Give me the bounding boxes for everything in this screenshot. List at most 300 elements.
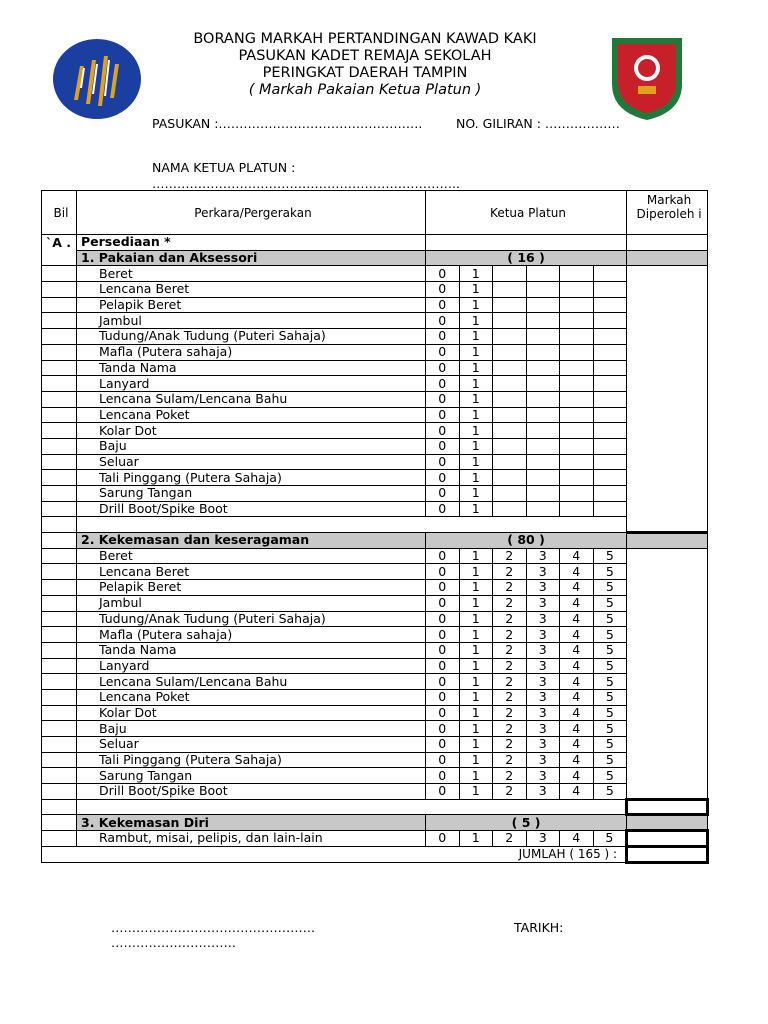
score-cell[interactable] [493, 454, 527, 470]
item-label: Drill Boot/Spike Boot [77, 501, 426, 517]
score-cell[interactable]: 0 [426, 266, 460, 282]
section-2-item-row [42, 721, 708, 737]
score-cell[interactable]: 2 [493, 658, 527, 674]
score-cell[interactable] [560, 391, 594, 407]
score-cell[interactable]: 1 [459, 689, 493, 705]
score-cell[interactable] [593, 470, 627, 486]
score-cell[interactable]: 5 [593, 658, 627, 674]
score-cell[interactable]: 1 [459, 548, 493, 564]
bil-cell [42, 548, 77, 564]
score-cell[interactable] [560, 344, 594, 360]
score-cell[interactable] [593, 423, 627, 439]
score-cell[interactable]: 2 [493, 564, 527, 580]
score-cell[interactable] [526, 438, 560, 454]
score-cell[interactable]: 3 [526, 768, 560, 784]
score-cell[interactable] [493, 376, 527, 392]
item-label: Mafla (Putera sahaja) [77, 627, 426, 643]
score-cell[interactable]: 1 [459, 470, 493, 486]
bil-cell [42, 658, 77, 674]
score-cell[interactable] [526, 360, 560, 376]
score-cell[interactable]: 1 [459, 297, 493, 313]
school-logo-icon [52, 38, 142, 120]
bil-cell [42, 376, 77, 392]
score-cell[interactable]: 0 [426, 438, 460, 454]
score-cell[interactable]: 2 [493, 689, 527, 705]
section-1-item-row [42, 454, 708, 470]
score-cell[interactable]: 1 [459, 360, 493, 376]
score-cell[interactable]: 5 [593, 737, 627, 753]
score-cell[interactable]: 0 [426, 360, 460, 376]
score-cell[interactable] [526, 486, 560, 502]
section-2-item-row [42, 642, 708, 658]
score-cell[interactable]: 0 [426, 391, 460, 407]
score-cell[interactable]: 5 [593, 580, 627, 596]
score-cell[interactable]: 0 [426, 689, 460, 705]
section-code: `A . [42, 235, 77, 266]
score-cell[interactable]: 2 [493, 548, 527, 564]
score-cell[interactable] [560, 360, 594, 376]
score-cell[interactable]: 0 [426, 611, 460, 627]
score-cell[interactable]: 2 [493, 580, 527, 596]
score-cell[interactable]: 0 [426, 486, 460, 502]
score-cell[interactable]: 1 [459, 627, 493, 643]
item-label: Tudung/Anak Tudung (Puteri Sahaja) [77, 329, 426, 345]
section-2-item-row [42, 564, 708, 580]
score-cell[interactable] [526, 329, 560, 345]
score-cell[interactable]: 0 [426, 376, 460, 392]
score-cell[interactable] [493, 407, 527, 423]
spacer-row [42, 517, 708, 533]
score-cell[interactable]: 5 [593, 564, 627, 580]
bil-cell [42, 627, 77, 643]
score-cell[interactable]: 4 [560, 689, 594, 705]
score-cell[interactable]: 5 [593, 642, 627, 658]
score-cell[interactable]: 5 [593, 831, 627, 847]
score-cell[interactable] [526, 376, 560, 392]
score-cell[interactable]: 1 [459, 784, 493, 800]
score-cell[interactable]: 2 [493, 737, 527, 753]
score-cell[interactable]: 0 [426, 470, 460, 486]
score-cell[interactable] [526, 313, 560, 329]
score-cell[interactable] [526, 282, 560, 298]
empty-cell [627, 815, 708, 831]
section-3-item-row [42, 831, 708, 847]
ketua-platun-label: NAMA KETUA PLATUN : [152, 160, 296, 175]
score-cell[interactable] [493, 423, 527, 439]
section-1-item-row [42, 470, 708, 486]
score-cell[interactable]: 1 [459, 768, 493, 784]
section-2-item-row [42, 784, 708, 800]
score-cell[interactable]: 2 [493, 611, 527, 627]
score-cell[interactable]: 1 [459, 423, 493, 439]
score-cell[interactable] [560, 501, 594, 517]
score-cell[interactable]: 2 [493, 784, 527, 800]
bil-cell [42, 438, 77, 454]
score-cell[interactable]: 2 [493, 721, 527, 737]
jumlah-total-box[interactable] [627, 846, 708, 862]
score-cell[interactable]: 3 [526, 721, 560, 737]
score-cell[interactable] [526, 344, 560, 360]
score-cell[interactable]: 4 [560, 611, 594, 627]
score-cell[interactable] [560, 297, 594, 313]
score-cell[interactable] [493, 329, 527, 345]
score-cell[interactable] [493, 438, 527, 454]
empty-cell [77, 799, 627, 815]
score-cell[interactable]: 4 [560, 784, 594, 800]
bil-cell [42, 611, 77, 627]
header-bil: Bil [42, 191, 77, 235]
score-cell[interactable]: 4 [560, 595, 594, 611]
section-1-item-row [42, 266, 708, 282]
markah-section-3[interactable] [627, 831, 708, 847]
score-cell[interactable]: 4 [560, 674, 594, 690]
score-cell[interactable]: 1 [459, 391, 493, 407]
score-cell[interactable]: 3 [526, 580, 560, 596]
score-cell[interactable] [560, 454, 594, 470]
item-label: Mafla (Putera sahaja) [77, 344, 426, 360]
section-1-title: 1. Pakaian dan Aksessori [77, 250, 426, 266]
table-header-row [42, 191, 708, 235]
score-cell[interactable]: 0 [426, 329, 460, 345]
score-cell[interactable]: 1 [459, 705, 493, 721]
section-1-item-row [42, 501, 708, 517]
score-cell[interactable]: 4 [560, 548, 594, 564]
section-2-item-row [42, 611, 708, 627]
score-cell[interactable]: 0 [426, 721, 460, 737]
score-cell[interactable]: 0 [426, 784, 460, 800]
item-label: Pelapik Beret [77, 580, 426, 596]
item-label: Seluar [77, 737, 426, 753]
spacer-row [42, 799, 708, 815]
score-cell[interactable]: 5 [593, 548, 627, 564]
score-cell[interactable] [526, 266, 560, 282]
bil-cell [42, 752, 77, 768]
section-2-item-row [42, 705, 708, 721]
score-cell[interactable]: 0 [426, 737, 460, 753]
section-2-item-row [42, 737, 708, 753]
score-cell[interactable]: 0 [426, 705, 460, 721]
score-cell[interactable]: 0 [426, 831, 460, 847]
score-cell[interactable] [593, 501, 627, 517]
score-cell[interactable] [493, 266, 527, 282]
score-cell[interactable] [593, 486, 627, 502]
score-cell[interactable]: 1 [459, 611, 493, 627]
score-cell[interactable] [593, 266, 627, 282]
score-cell[interactable] [560, 313, 594, 329]
score-cell[interactable]: 3 [526, 642, 560, 658]
bil-cell [42, 282, 77, 298]
section-1-marks: ( 16 ) [426, 250, 627, 266]
score-cell[interactable]: 4 [560, 752, 594, 768]
tarikh-label: TARIKH: [514, 920, 564, 935]
score-cell[interactable]: 0 [426, 344, 460, 360]
score-cell[interactable]: 2 [493, 595, 527, 611]
score-cell[interactable]: 2 [493, 674, 527, 690]
score-cell[interactable]: 0 [426, 501, 460, 517]
bil-cell [42, 344, 77, 360]
bil-cell [42, 595, 77, 611]
section-3-header [42, 815, 708, 831]
score-cell[interactable]: 0 [426, 658, 460, 674]
score-cell[interactable]: 5 [593, 705, 627, 721]
score-cell[interactable] [560, 407, 594, 423]
section-2-item-row [42, 674, 708, 690]
score-cell[interactable] [560, 376, 594, 392]
score-cell[interactable]: 5 [593, 674, 627, 690]
score-cell[interactable]: 4 [560, 831, 594, 847]
score-cell[interactable]: 5 [593, 627, 627, 643]
score-cell[interactable]: 3 [526, 737, 560, 753]
bil-cell [42, 815, 77, 831]
score-cell[interactable]: 1 [459, 580, 493, 596]
bil-cell [42, 737, 77, 753]
score-cell[interactable] [526, 501, 560, 517]
item-label: Tali Pinggang (Putera Sahaja) [77, 470, 426, 486]
bil-cell [42, 768, 77, 784]
score-cell[interactable]: 1 [459, 642, 493, 658]
item-label: Sarung Tangan [77, 768, 426, 784]
score-cell[interactable]: 4 [560, 721, 594, 737]
score-cell[interactable]: 1 [459, 329, 493, 345]
score-cell[interactable] [493, 313, 527, 329]
score-cell[interactable] [593, 438, 627, 454]
score-cell[interactable]: 2 [493, 705, 527, 721]
score-cell[interactable]: 2 [493, 831, 527, 847]
item-label: Seluar [77, 454, 426, 470]
score-cell[interactable] [593, 454, 627, 470]
score-cell[interactable] [593, 297, 627, 313]
empty-cell [627, 250, 708, 266]
score-cell[interactable] [593, 376, 627, 392]
score-cell[interactable]: 2 [493, 768, 527, 784]
score-cell[interactable]: 4 [560, 580, 594, 596]
score-cell[interactable] [526, 454, 560, 470]
score-cell[interactable] [493, 282, 527, 298]
score-cell[interactable]: 0 [426, 642, 460, 658]
bil-cell [42, 486, 77, 502]
score-cell[interactable]: 3 [526, 689, 560, 705]
score-cell[interactable]: 1 [459, 752, 493, 768]
score-cell[interactable]: 1 [459, 282, 493, 298]
bil-cell [42, 407, 77, 423]
score-cell[interactable]: 3 [526, 548, 560, 564]
section-2-item-row [42, 689, 708, 705]
empty-cell [627, 533, 708, 549]
score-cell[interactable]: 0 [426, 627, 460, 643]
score-cell[interactable]: 3 [526, 752, 560, 768]
markah-total-section-2[interactable] [627, 799, 708, 815]
section-2-marks: ( 80 ) [426, 533, 627, 549]
score-cell[interactable] [593, 329, 627, 345]
item-label: Baju [77, 721, 426, 737]
bil-cell [42, 705, 77, 721]
score-cell[interactable]: 4 [560, 737, 594, 753]
bil-cell [42, 501, 77, 517]
score-cell[interactable]: 0 [426, 313, 460, 329]
ketua-platun-field[interactable]: ……………………………………………………………….. [152, 176, 460, 191]
score-cell[interactable]: 0 [426, 297, 460, 313]
title-subtitle: ( Markah Pakaian Ketua Platun ) [248, 82, 482, 98]
bil-cell [42, 266, 77, 282]
score-cell[interactable] [593, 407, 627, 423]
item-label: Tudung/Anak Tudung (Puteri Sahaja) [77, 611, 426, 627]
score-cell[interactable]: 0 [426, 548, 460, 564]
score-cell[interactable] [526, 391, 560, 407]
bil-cell [42, 674, 77, 690]
score-cell[interactable]: 3 [526, 674, 560, 690]
score-cell[interactable]: 3 [526, 784, 560, 800]
score-cell[interactable] [593, 360, 627, 376]
score-cell[interactable]: 4 [560, 642, 594, 658]
score-cell[interactable]: 1 [459, 831, 493, 847]
score-cell[interactable] [493, 360, 527, 376]
score-cell[interactable]: 4 [560, 768, 594, 784]
bil-cell [42, 423, 77, 439]
score-cell[interactable]: 1 [459, 376, 493, 392]
score-cell[interactable]: 3 [526, 627, 560, 643]
score-cell[interactable]: 0 [426, 752, 460, 768]
section-2-item-row [42, 627, 708, 643]
no-giliran-field[interactable]: NO. GILIRAN : ……………… [456, 116, 620, 131]
score-cell[interactable]: 5 [593, 768, 627, 784]
score-cell[interactable] [560, 266, 594, 282]
score-cell[interactable] [526, 407, 560, 423]
score-cell[interactable]: 4 [560, 564, 594, 580]
section-2-item-row [42, 595, 708, 611]
score-cell[interactable] [593, 391, 627, 407]
bil-cell [42, 799, 77, 815]
score-cell[interactable]: 0 [426, 282, 460, 298]
section-2-item-row [42, 658, 708, 674]
score-cell[interactable] [560, 423, 594, 439]
score-cell[interactable] [593, 313, 627, 329]
bil-cell [42, 517, 77, 533]
score-cell[interactable] [493, 297, 527, 313]
score-cell[interactable]: 0 [426, 423, 460, 439]
bil-cell [42, 784, 77, 800]
score-cell[interactable]: 0 [426, 407, 460, 423]
empty-cell [426, 235, 627, 251]
score-cell[interactable]: 3 [526, 595, 560, 611]
section-1-item-row [42, 407, 708, 423]
pasukan-field[interactable]: PASUKAN :…………………………………………. [152, 116, 423, 131]
score-cell[interactable]: 5 [593, 752, 627, 768]
section-2-item-row [42, 752, 708, 768]
bil-cell [42, 297, 77, 313]
score-cell[interactable]: 4 [560, 627, 594, 643]
item-label: Baju [77, 438, 426, 454]
score-cell[interactable]: 0 [426, 768, 460, 784]
score-cell[interactable]: 1 [459, 454, 493, 470]
header-ketua-platun: Ketua Platun [426, 191, 627, 235]
item-label: Jambul [77, 595, 426, 611]
item-label: Lencana Poket [77, 689, 426, 705]
score-cell[interactable]: 1 [459, 313, 493, 329]
score-cell[interactable] [526, 297, 560, 313]
score-cell[interactable]: 1 [459, 486, 493, 502]
score-cell[interactable] [493, 391, 527, 407]
score-cell[interactable]: 0 [426, 580, 460, 596]
score-cell[interactable]: 1 [459, 564, 493, 580]
score-cell[interactable]: 5 [593, 784, 627, 800]
score-cell[interactable]: 1 [459, 501, 493, 517]
score-cell[interactable]: 2 [493, 752, 527, 768]
score-cell[interactable]: 5 [593, 721, 627, 737]
item-label: Tanda Nama [77, 642, 426, 658]
score-cell[interactable] [560, 329, 594, 345]
score-cell[interactable]: 3 [526, 658, 560, 674]
signature-line-2[interactable]: ………………………… [111, 935, 236, 950]
score-cell[interactable]: 1 [459, 595, 493, 611]
section-2-item-row [42, 548, 708, 564]
score-cell[interactable]: 5 [593, 689, 627, 705]
bil-cell [42, 360, 77, 376]
score-cell[interactable]: 0 [426, 564, 460, 580]
signature-line-1[interactable]: …………………………………………. [111, 920, 315, 935]
score-cell[interactable] [493, 501, 527, 517]
item-label: Sarung Tangan [77, 486, 426, 502]
bil-cell [42, 470, 77, 486]
score-cell[interactable] [493, 344, 527, 360]
section-2-item-row [42, 768, 708, 784]
item-label: Beret [77, 548, 426, 564]
score-cell[interactable] [493, 486, 527, 502]
score-cell[interactable] [593, 344, 627, 360]
section-1-item-row [42, 329, 708, 345]
score-cell[interactable]: 3 [526, 705, 560, 721]
section-1-item-row [42, 313, 708, 329]
score-cell[interactable]: 3 [526, 831, 560, 847]
score-cell[interactable]: 1 [459, 721, 493, 737]
score-cell[interactable] [526, 423, 560, 439]
item-label: Lencana Beret [77, 564, 426, 580]
score-cell[interactable]: 1 [459, 674, 493, 690]
score-cell[interactable] [593, 282, 627, 298]
score-cell[interactable]: 1 [459, 407, 493, 423]
item-label: Pelapik Beret [77, 297, 426, 313]
score-cell[interactable]: 1 [459, 737, 493, 753]
score-cell[interactable] [493, 470, 527, 486]
score-cell[interactable] [560, 282, 594, 298]
score-cell[interactable]: 5 [593, 595, 627, 611]
score-cell[interactable] [560, 470, 594, 486]
score-cell[interactable]: 1 [459, 344, 493, 360]
score-cell[interactable] [526, 470, 560, 486]
score-cell[interactable]: 1 [459, 266, 493, 282]
score-cell[interactable]: 0 [426, 454, 460, 470]
score-cell[interactable]: 3 [526, 564, 560, 580]
score-cell[interactable] [560, 438, 594, 454]
score-cell[interactable]: 5 [593, 611, 627, 627]
score-cell[interactable]: 4 [560, 705, 594, 721]
score-cell[interactable]: 3 [526, 611, 560, 627]
bil-cell [42, 454, 77, 470]
section-2-header [42, 533, 708, 549]
section-3-title: 3. Kekemasan Diri [77, 815, 426, 831]
score-cell[interactable]: 2 [493, 627, 527, 643]
score-cell[interactable]: 1 [459, 658, 493, 674]
score-cell[interactable] [560, 486, 594, 502]
score-cell[interactable]: 4 [560, 658, 594, 674]
bil-cell [42, 831, 77, 847]
item-label: Rambut, misai, pelipis, dan lain-lain [77, 831, 426, 847]
score-cell[interactable]: 0 [426, 674, 460, 690]
score-cell[interactable]: 1 [459, 438, 493, 454]
section-1-item-row [42, 423, 708, 439]
score-cell[interactable]: 2 [493, 642, 527, 658]
item-label: Kolar Dot [77, 705, 426, 721]
score-cell[interactable]: 0 [426, 595, 460, 611]
